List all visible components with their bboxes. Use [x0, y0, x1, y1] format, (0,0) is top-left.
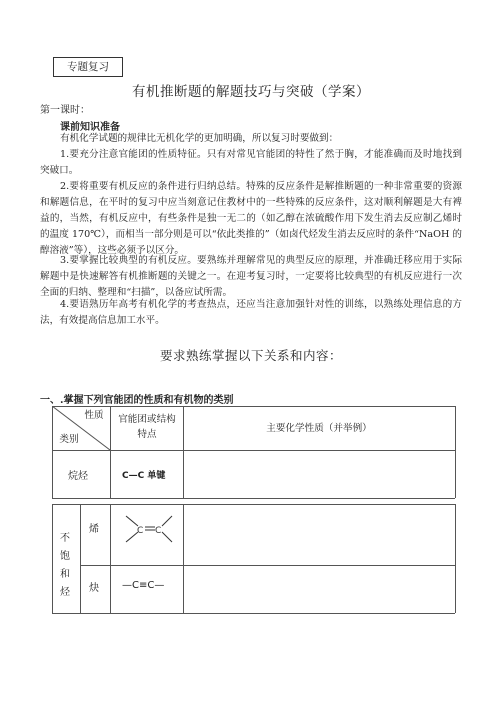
- row-alkane-group: C—C 单键: [122, 471, 166, 481]
- paragraph-point-4: 4.要语熟历年高考有机化学的考查热点，还应当注意加强针对性的训练，以熟练处理信息的方法，有效提高信息加工水平。: [40, 299, 462, 326]
- lesson-label: 第一课时：: [40, 105, 90, 116]
- svg-text:C: C: [137, 526, 144, 536]
- header-functional-group: 官能团或结构特点: [118, 414, 176, 440]
- paragraph-point-3: 3.要掌握比较典型的有机反应。要熟练并理解常见的典型反应的原理，并准确迁移应用于实际解题中是快速解答有机推断题的关键之一。在迎考复习时，一定要将比较典型的有机反应进行一次全面的归纳、整理和“扫描”，以备应试所需。: [40, 255, 462, 298]
- prep-heading: 课前知识准备: [60, 122, 120, 133]
- requirement-heading: 要求熟练掌握以下关系和内容：: [159, 348, 342, 363]
- section-title: 一、.掌握下列官能团的性质和有机物的类别: [40, 395, 234, 406]
- row-alkane-name: 烷烃: [68, 471, 88, 482]
- alkene-structure-diagram: [124, 512, 174, 548]
- header-property: 性质: [84, 410, 104, 421]
- page-title: 有机推断题的解题技巧与突破（学案）: [132, 84, 370, 100]
- row-alkyne-name: 炔: [89, 583, 99, 594]
- paragraph-point-2: 2.要将重要有机反应的条件进行归纳总结。特殊的反应条件是解推断题的一种非常重要的资源和解题信息，在平时的复习中应当刻意记住教材中的一些特殊的反应条件，这对顺利解题是大有裨益的，当然，有机反应中，有些条件是独一无二的（如乙醇在浓硫酸作用下发生消去反应制乙烯时的温度 170℃），而相当一部分则是可以“依此类推的”（如卤代烃发生消去反应时的条件“NaOH 的醇溶液”等），这些必须予以区分。: [40, 181, 462, 256]
- row-alkyne-group: —C≡C—: [122, 580, 165, 591]
- header-chemical-properties: 主要化学性质（并举例）: [266, 423, 372, 434]
- svg-text:C: C: [155, 526, 162, 536]
- paragraph-intro: 有机化学试题的规律比无机化学的更加明确，所以复习时要做到：: [60, 133, 339, 144]
- header-category: 类别: [59, 434, 79, 445]
- paragraph-point-1: 1.要充分注意官能团的性质特征。只有对常见官能团的特性了然于胸，才能准确而及时地找到突破口。: [40, 149, 462, 176]
- topic-tag: 专题复习: [53, 57, 123, 77]
- row-alkene-name: 烯: [89, 524, 99, 535]
- unsaturated-hydrocarbon-label: 不饱和烃: [60, 533, 70, 598]
